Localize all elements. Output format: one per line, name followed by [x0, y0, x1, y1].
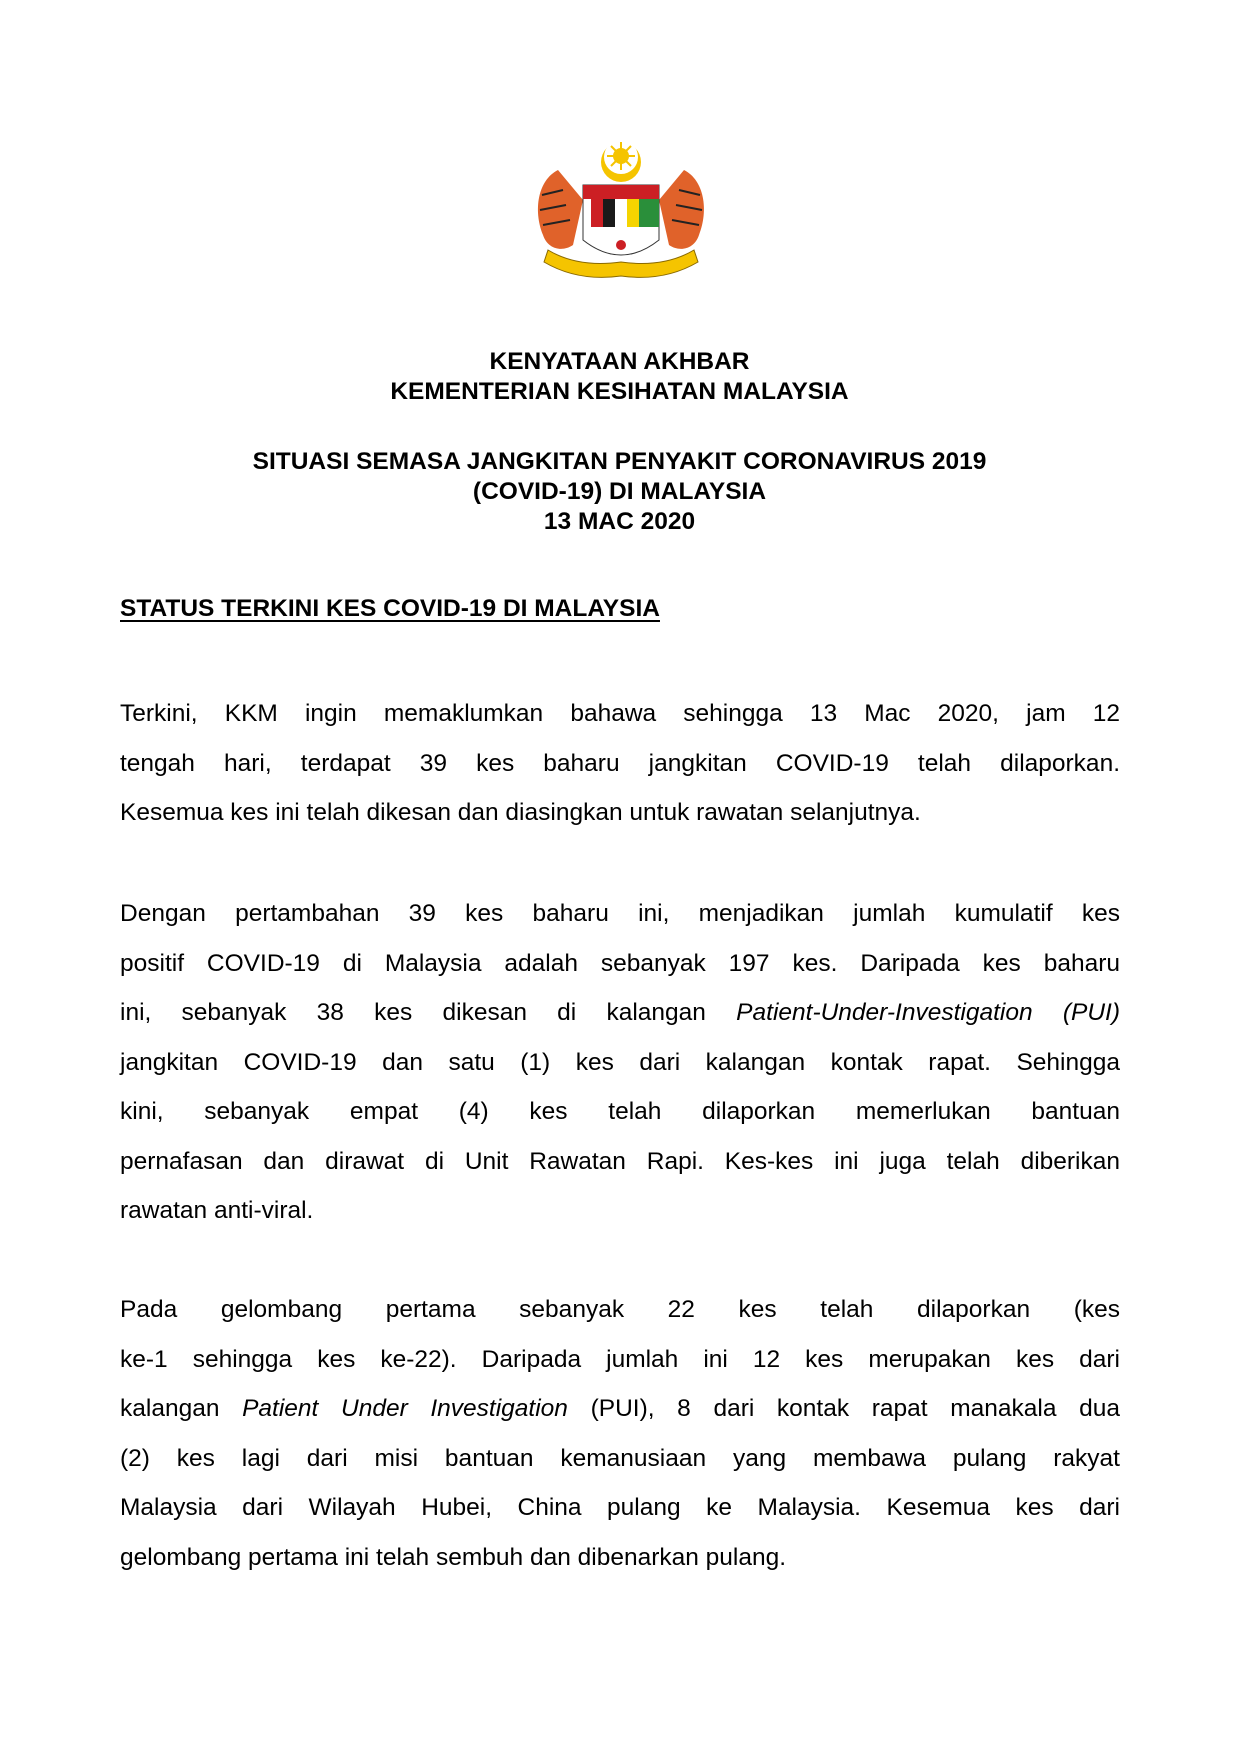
- paragraph-line: pernafasan dan dirawat di Unit Rawatan Rapi. Kes-kes ini juga telah diberikan: [120, 1147, 1120, 1175]
- paragraph-line: jangkitan COVID-19 dan satu (1) kes dari kalangan kontak rapat. Sehingga: [120, 1048, 1120, 1076]
- paragraph-line: [120, 988, 1120, 1038]
- italic-term: Patient-Under-Investigation (PUI): [736, 999, 1121, 1026]
- text-segment: (PUI), 8 dari kontak rapat manakala dua: [567, 1395, 1120, 1422]
- paragraph-line: tengah hari, terdapat 39 kes baharu jangkitan COVID-19 telah dilaporkan.: [120, 749, 1120, 777]
- paragraph-line: Malaysia dari Wilayah Hubei, China pulang ke Malaysia. Kesemua kes dari: [120, 1494, 1120, 1521]
- paragraph-line: positif COVID-19 di Malaysia adalah sebanyak 197 kes. Daripada kes baharu: [120, 949, 1120, 977]
- paragraph-line: Terkini, KKM ingin memaklumkan bahawa sehingga 13 Mac 2020, jam 12: [120, 700, 1120, 727]
- text-segment: kalangan: [120, 1395, 243, 1422]
- section-heading: STATUS TERKINI KES COVID-19 DI MALAYSIA: [120, 595, 660, 622]
- paragraph-line: Pada gelombang pertama sebanyak 22 kes telah dilaporkan (kes: [120, 1296, 1120, 1323]
- paragraph-2: [120, 889, 1120, 1236]
- header-line-2: KEMENTERIAN KESIHATAN MALAYSIA: [390, 378, 849, 405]
- paragraph-line: [120, 1384, 1120, 1434]
- italic-term: Patient Under Investigation: [242, 1395, 568, 1422]
- title-line-1: SITUASI SEMASA JANGKITAN PENYAKIT CORONAVIRUS 2019: [252, 448, 987, 475]
- paragraph-line: Kesemua kes ini telah dikesan dan diasingkan untuk rawatan selanjutnya.: [120, 799, 921, 826]
- paragraph-line: (2) kes lagi dari misi bantuan kemanusiaan yang membawa pulang rakyat: [120, 1444, 1120, 1472]
- paragraph-line: rawatan anti-viral.: [120, 1197, 314, 1224]
- paragraph-line: kini, sebanyak empat (4) kes telah dilaporkan memerlukan bantuan: [120, 1098, 1120, 1125]
- document-title: [0, 447, 1239, 537]
- paragraph-line: ke-1 sehingga kes ke-22). Daripada jumlah ini 12 kes merupakan kes dari: [120, 1345, 1120, 1373]
- paragraph-line: gelombang pertama ini telah sembuh dan dibenarkan pulang.: [120, 1543, 787, 1571]
- text-segment: ini, sebanyak 38 kes dikesan di kalangan: [120, 999, 737, 1026]
- title-date: 13 MAC 2020: [543, 508, 696, 535]
- paragraph-1: [120, 689, 1120, 838]
- title-line-2: (COVID-19) DI MALAYSIA: [472, 478, 767, 505]
- paragraph-3: [120, 1285, 1120, 1582]
- paragraph-line: Dengan pertambahan 39 kes baharu ini, menjadikan jumlah kumulatif kes: [120, 900, 1120, 927]
- coat-of-arms-logo: [528, 140, 714, 290]
- press-release-header: [0, 347, 1239, 407]
- malaysia-coat-of-arms-icon: [528, 140, 714, 290]
- header-line-1: KENYATAAN AKHBAR: [489, 348, 750, 375]
